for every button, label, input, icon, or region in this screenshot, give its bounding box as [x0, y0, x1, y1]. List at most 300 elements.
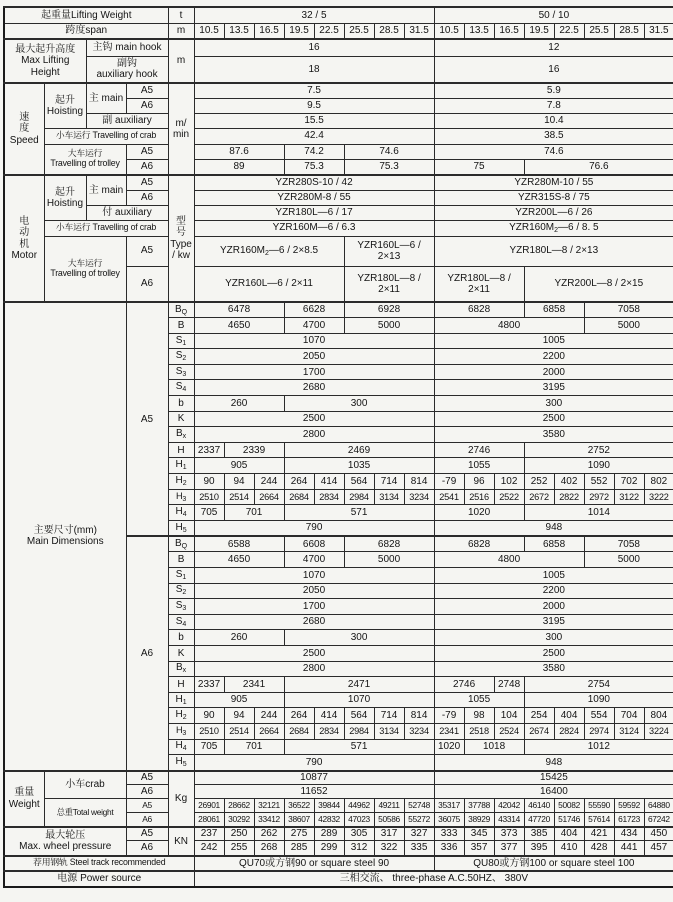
value-cell: 2748 — [494, 677, 524, 693]
value-cell: 104 — [494, 708, 524, 724]
value-cell: 13.5 — [224, 23, 254, 39]
value-cell: 2674 — [524, 723, 554, 739]
value-cell: 28662 — [224, 799, 254, 813]
value-cell: 6828 — [434, 536, 524, 552]
value-cell: YZR160L—6 / 2×13 — [344, 236, 434, 266]
value-cell: 333 — [434, 827, 464, 841]
label-cell: 型 号 Type / kw — [168, 175, 194, 302]
value-cell: 714 — [374, 474, 404, 490]
value-cell: -79 — [434, 474, 464, 490]
value-cell: 75.3 — [284, 159, 344, 175]
value-cell: 3195 — [434, 380, 673, 396]
value-cell: 322 — [374, 841, 404, 856]
label-cell: A6 — [126, 785, 168, 799]
value-cell: $YZR160M_2—6 / 8$. 5 — [434, 220, 673, 236]
value-cell: 5000 — [344, 552, 434, 568]
value-cell: 64880 — [644, 799, 673, 813]
dim-symbol-cell: $H_3$ — [168, 489, 194, 505]
label-cell: A5 — [126, 827, 168, 841]
value-cell: 7058 — [584, 536, 673, 552]
value-cell: 457 — [644, 841, 673, 856]
value-cell: 2524 — [494, 723, 524, 739]
value-cell: YZR160M—6 / 6.3 — [194, 220, 434, 236]
value-cell: 5000 — [584, 318, 673, 334]
value-cell: 3195 — [434, 614, 673, 630]
value-cell: 335 — [404, 841, 434, 856]
label-cell: A5 — [126, 175, 168, 190]
value-cell: 16 — [194, 39, 434, 56]
value-cell: 6478 — [194, 302, 284, 318]
dim-symbol-cell: $B_Q$ — [168, 536, 194, 552]
value-cell: 905 — [194, 692, 284, 708]
dim-symbol-cell: $H_1$ — [168, 458, 194, 474]
value-cell: 414 — [314, 708, 344, 724]
value-cell: 300 — [434, 630, 673, 646]
value-cell: 16.5 — [494, 23, 524, 39]
value-cell: 31.5 — [644, 23, 673, 39]
label-cell: A6 — [126, 813, 168, 827]
dim-symbol-cell: B — [168, 552, 194, 568]
value-cell: YZR160L—6 / 2×11 — [194, 266, 344, 302]
value-cell: 1018 — [464, 739, 524, 755]
value-cell: 327 — [404, 827, 434, 841]
value-cell: 404 — [554, 827, 584, 841]
value-cell: 98 — [464, 708, 494, 724]
value-cell: 2824 — [554, 723, 584, 739]
value-cell: 2834 — [314, 723, 344, 739]
dim-symbol-cell: $S_3$ — [168, 599, 194, 615]
value-cell: 705 — [194, 505, 224, 521]
value-cell: 42832 — [314, 813, 344, 827]
value-cell: 2050 — [194, 583, 434, 599]
value-cell: 404 — [554, 708, 584, 724]
value-cell: 三相交流、 three-phase A.C.50HZ、 380V — [194, 871, 673, 887]
specification-table — [3, 6, 673, 888]
value-cell: 74.2 — [284, 144, 344, 159]
value-cell: 312 — [344, 841, 374, 856]
label-cell: KN — [168, 827, 194, 856]
value-cell: 1020 — [434, 739, 464, 755]
value-cell: 28.5 — [374, 23, 404, 39]
value-cell: 260 — [194, 630, 284, 646]
value-cell: 42042 — [494, 799, 524, 813]
value-cell: YZR180L—8 / 2×13 — [434, 236, 673, 266]
value-cell: 3222 — [644, 489, 673, 505]
value-cell: 3580 — [434, 661, 673, 677]
value-cell: 244 — [254, 474, 284, 490]
value-cell: 2800 — [194, 661, 434, 677]
value-cell: QU80或方钢100 or square steel 100 — [434, 856, 673, 871]
value-cell: 2510 — [194, 723, 224, 739]
value-cell: 10.5 — [434, 23, 464, 39]
value-cell: 1055 — [434, 458, 524, 474]
value-cell: 289 — [314, 827, 344, 841]
value-cell: 38607 — [284, 813, 314, 827]
label-cell: 起重量Lifting Weight — [4, 7, 168, 23]
value-cell: 814 — [404, 474, 434, 490]
value-cell: 571 — [284, 505, 434, 521]
label-cell: A5 — [126, 144, 168, 159]
value-cell: 802 — [644, 474, 673, 490]
label-cell: t — [168, 7, 194, 23]
label-cell: 最大轮压 Max. wheel pressure — [4, 827, 126, 856]
value-cell: 336 — [434, 841, 464, 856]
value-cell: 4650 — [194, 318, 284, 334]
dim-symbol-cell: $S_1$ — [168, 568, 194, 584]
value-cell: 1035 — [284, 458, 434, 474]
label-cell: m — [168, 39, 194, 83]
label-cell: A5 — [126, 771, 168, 785]
value-cell: 18 — [194, 56, 434, 83]
value-cell: 44962 — [344, 799, 374, 813]
value-cell: 2518 — [464, 723, 494, 739]
value-cell: 2680 — [194, 380, 434, 396]
value-cell: 2341 — [434, 723, 464, 739]
label-cell: 起升 Hoisting — [44, 175, 86, 220]
value-cell: 2972 — [584, 489, 614, 505]
value-cell: 5000 — [344, 318, 434, 334]
dim-symbol-cell: K — [168, 645, 194, 661]
label-cell: 大车运行 Travelling of trolley — [44, 236, 126, 302]
value-cell: 790 — [194, 755, 434, 771]
value-cell: 428 — [584, 841, 614, 856]
value-cell: 94 — [224, 474, 254, 490]
dim-symbol-cell: $H_2$ — [168, 474, 194, 490]
value-cell: 2339 — [224, 442, 284, 458]
value-cell: 55272 — [404, 813, 434, 827]
value-cell: 2974 — [584, 723, 614, 739]
value-cell: 2050 — [194, 349, 434, 365]
value-cell: 434 — [614, 827, 644, 841]
value-cell: 804 — [644, 708, 673, 724]
value-cell: 47720 — [524, 813, 554, 827]
value-cell: 7.8 — [434, 98, 673, 113]
value-cell: YZR315S-8 / 75 — [434, 190, 673, 205]
value-cell: 3224 — [644, 723, 673, 739]
value-cell: 4650 — [194, 552, 284, 568]
value-cell: 2522 — [494, 489, 524, 505]
label-cell: 跨度span — [4, 23, 168, 39]
value-cell: 6858 — [524, 536, 584, 552]
value-cell: 31.5 — [404, 23, 434, 39]
value-cell: 2746 — [434, 677, 494, 693]
label-cell: 副钩 auxiliary hook — [86, 56, 168, 83]
value-cell: 50 / 10 — [434, 7, 673, 23]
label-cell: 小车crab — [44, 771, 126, 799]
value-cell: 2500 — [434, 411, 673, 427]
dim-symbol-cell: $S_4$ — [168, 614, 194, 630]
value-cell: 2471 — [284, 677, 434, 693]
value-cell: 3134 — [374, 489, 404, 505]
value-cell: 25.5 — [344, 23, 374, 39]
value-cell: 2984 — [344, 723, 374, 739]
value-cell: 714 — [374, 708, 404, 724]
value-cell: 90 — [194, 474, 224, 490]
dim-symbol-cell: $H_3$ — [168, 723, 194, 739]
value-cell: 6828 — [434, 302, 524, 318]
value-cell: 2000 — [434, 599, 673, 615]
value-cell: 61723 — [614, 813, 644, 827]
value-cell: 948 — [434, 755, 673, 771]
value-cell: 2200 — [434, 583, 673, 599]
value-cell: YZR200L—8 / 2×15 — [524, 266, 673, 302]
label-cell: A6 — [126, 266, 168, 302]
value-cell: 10.5 — [194, 23, 224, 39]
value-cell: YZR200L—6 / 26 — [434, 205, 673, 220]
value-cell: 32 / 5 — [194, 7, 434, 23]
value-cell: 1090 — [524, 692, 673, 708]
label-cell: m — [168, 23, 194, 39]
label-cell: A6 — [126, 841, 168, 856]
value-cell: 74.6 — [434, 144, 673, 159]
value-cell: 1700 — [194, 599, 434, 615]
value-cell: 300 — [434, 396, 673, 412]
value-cell: 3234 — [404, 723, 434, 739]
value-cell: 357 — [464, 841, 494, 856]
value-cell: 16 — [434, 56, 673, 83]
value-cell: 28061 — [194, 813, 224, 827]
value-cell: 450 — [644, 827, 673, 841]
value-cell: 5000 — [584, 552, 673, 568]
value-cell: 96 — [464, 474, 494, 490]
value-cell: 285 — [284, 841, 314, 856]
value-cell: 260 — [194, 396, 284, 412]
value-cell: 2341 — [224, 677, 284, 693]
value-cell: 264 — [284, 708, 314, 724]
value-cell: 275 — [284, 827, 314, 841]
value-cell: 2684 — [284, 489, 314, 505]
value-cell: 75.3 — [344, 159, 434, 175]
label-cell: A6 — [126, 536, 168, 770]
value-cell: 74.6 — [344, 144, 434, 159]
label-cell: 副 auxiliary — [86, 113, 168, 128]
value-cell: 701 — [224, 505, 284, 521]
value-cell: 2672 — [524, 489, 554, 505]
value-cell: 905 — [194, 458, 284, 474]
dim-symbol-cell: $B_x$ — [168, 427, 194, 443]
dim-symbol-cell: H — [168, 442, 194, 458]
value-cell: 1020 — [434, 505, 524, 521]
value-cell: 89 — [194, 159, 284, 175]
value-cell: 3234 — [404, 489, 434, 505]
label-cell: 大车运行 Travelling of trolley — [44, 144, 126, 175]
value-cell: QU70或方钢90 or square steel 90 — [194, 856, 434, 871]
value-cell: 38.5 — [434, 128, 673, 144]
value-cell: 5.9 — [434, 83, 673, 98]
label-cell: m/ min — [168, 83, 194, 175]
value-cell: 10877 — [194, 771, 434, 785]
value-cell: 87.6 — [194, 144, 284, 159]
value-cell: 15.5 — [194, 113, 434, 128]
value-cell: 2514 — [224, 723, 254, 739]
value-cell: -79 — [434, 708, 464, 724]
value-cell: 16.5 — [254, 23, 284, 39]
value-cell: 1005 — [434, 568, 673, 584]
value-cell: 10.4 — [434, 113, 673, 128]
value-cell: 9.5 — [194, 98, 434, 113]
dim-symbol-cell: $H_5$ — [168, 520, 194, 536]
value-cell: 43314 — [494, 813, 524, 827]
dim-symbol-cell: $B_x$ — [168, 661, 194, 677]
value-cell: 395 — [524, 841, 554, 856]
value-cell: 701 — [224, 739, 284, 755]
value-cell: 2510 — [194, 489, 224, 505]
value-cell: 564 — [344, 474, 374, 490]
label-cell: 电 动 机 Motor — [4, 175, 44, 302]
value-cell: 299 — [314, 841, 344, 856]
value-cell: 2514 — [224, 489, 254, 505]
dim-symbol-cell: $H_2$ — [168, 708, 194, 724]
value-cell: 705 — [194, 739, 224, 755]
label-cell: 重量 Weight — [4, 771, 44, 827]
value-cell: 300 — [284, 396, 434, 412]
value-cell: 55590 — [584, 799, 614, 813]
label-cell: A6 — [126, 190, 168, 205]
value-cell: 2800 — [194, 427, 434, 443]
label-cell: 主钩 main hook — [86, 39, 168, 56]
value-cell: 6628 — [284, 302, 344, 318]
value-cell: 22.5 — [314, 23, 344, 39]
value-cell: 2200 — [434, 349, 673, 365]
value-cell: 305 — [344, 827, 374, 841]
value-cell: 7.5 — [194, 83, 434, 98]
value-cell: 19.5 — [524, 23, 554, 39]
value-cell: 2754 — [524, 677, 673, 693]
label-cell: 小车运行 Travelling of crab — [44, 220, 168, 236]
value-cell: 13.5 — [464, 23, 494, 39]
value-cell: 4700 — [284, 318, 344, 334]
label-cell: Kg — [168, 771, 194, 827]
value-cell: 2984 — [344, 489, 374, 505]
label-cell: 电源 Power source — [4, 871, 194, 887]
dim-symbol-cell: $B_Q$ — [168, 302, 194, 318]
value-cell: 75 — [434, 159, 524, 175]
value-cell: 237 — [194, 827, 224, 841]
value-cell: 15425 — [434, 771, 673, 785]
value-cell: 2500 — [434, 645, 673, 661]
value-cell: 26901 — [194, 799, 224, 813]
value-cell: 36522 — [284, 799, 314, 813]
value-cell: 2337 — [194, 677, 224, 693]
label-cell: A5 — [126, 302, 168, 536]
value-cell: 50586 — [374, 813, 404, 827]
value-cell: 300 — [284, 630, 434, 646]
value-cell: 47023 — [344, 813, 374, 827]
label-cell: A5 — [126, 799, 168, 813]
value-cell: 37788 — [464, 799, 494, 813]
value-cell: 51746 — [554, 813, 584, 827]
value-cell: 385 — [524, 827, 554, 841]
value-cell: 3122 — [614, 489, 644, 505]
value-cell: 268 — [254, 841, 284, 856]
value-cell: 790 — [194, 520, 434, 536]
value-cell: 2680 — [194, 614, 434, 630]
value-cell: YZR180L—8 / 2×11 — [434, 266, 524, 302]
value-cell: 2469 — [284, 442, 434, 458]
value-cell: 67242 — [644, 813, 673, 827]
value-cell: 402 — [554, 474, 584, 490]
value-cell: 948 — [434, 520, 673, 536]
value-cell: 373 — [494, 827, 524, 841]
value-cell: 414 — [314, 474, 344, 490]
value-cell: 421 — [584, 827, 614, 841]
value-cell: 102 — [494, 474, 524, 490]
dim-symbol-cell: $S_3$ — [168, 364, 194, 380]
value-cell: 4800 — [434, 318, 584, 334]
dim-symbol-cell: $S_2$ — [168, 349, 194, 365]
value-cell: YZR180L—6 / 17 — [194, 205, 434, 220]
value-cell: 42.4 — [194, 128, 434, 144]
value-cell: 2746 — [434, 442, 524, 458]
value-cell: 3580 — [434, 427, 673, 443]
value-cell: 38929 — [464, 813, 494, 827]
value-cell: 6608 — [284, 536, 344, 552]
value-cell: 1014 — [524, 505, 673, 521]
value-cell: 35317 — [434, 799, 464, 813]
value-cell: 6858 — [524, 302, 584, 318]
value-cell: YZR180L—8 / 2×11 — [344, 266, 434, 302]
value-cell: 552 — [584, 474, 614, 490]
value-cell: 94 — [224, 708, 254, 724]
value-cell: 22.5 — [554, 23, 584, 39]
label-cell: 主要尺寸(mm) Main Dimensions — [4, 302, 126, 771]
value-cell: 2541 — [434, 489, 464, 505]
value-cell: 52748 — [404, 799, 434, 813]
label-cell: A5 — [126, 83, 168, 98]
label-cell: 付 auxiliary — [86, 205, 168, 220]
value-cell: 2500 — [194, 645, 434, 661]
value-cell: 12 — [434, 39, 673, 56]
value-cell: 16400 — [434, 785, 673, 799]
dim-symbol-cell: $H_1$ — [168, 692, 194, 708]
value-cell: 11652 — [194, 785, 434, 799]
value-cell: 4700 — [284, 552, 344, 568]
value-cell: 1005 — [434, 333, 673, 349]
value-cell: 1055 — [434, 692, 524, 708]
value-cell: 702 — [614, 474, 644, 490]
value-cell: 1070 — [284, 692, 434, 708]
value-cell: 377 — [494, 841, 524, 856]
value-cell: 90 — [194, 708, 224, 724]
value-cell: 252 — [524, 474, 554, 490]
value-cell: 1070 — [194, 568, 434, 584]
label-cell: A6 — [126, 159, 168, 175]
dim-symbol-cell: H — [168, 677, 194, 693]
dim-symbol-cell: $S_2$ — [168, 583, 194, 599]
value-cell: 33412 — [254, 813, 284, 827]
value-cell: 3134 — [374, 723, 404, 739]
value-cell: 2664 — [254, 723, 284, 739]
value-cell: 76.6 — [524, 159, 673, 175]
value-cell: 250 — [224, 827, 254, 841]
value-cell: 39844 — [314, 799, 344, 813]
value-cell: $YZR160M_2—6 / 2\times 8.5$ — [194, 236, 344, 266]
dim-symbol-cell: b — [168, 396, 194, 412]
value-cell: 2000 — [434, 364, 673, 380]
value-cell: 564 — [344, 708, 374, 724]
value-cell: 1700 — [194, 364, 434, 380]
label-cell: 荐用钢轨 Steel track recommended — [4, 856, 194, 871]
dim-symbol-cell: $S_1$ — [168, 333, 194, 349]
value-cell: 32121 — [254, 799, 284, 813]
value-cell: 244 — [254, 708, 284, 724]
value-cell: 2822 — [554, 489, 584, 505]
value-cell: 1070 — [194, 333, 434, 349]
value-cell: 704 — [614, 708, 644, 724]
value-cell: 2337 — [194, 442, 224, 458]
value-cell: 7058 — [584, 302, 673, 318]
value-cell: 814 — [404, 708, 434, 724]
